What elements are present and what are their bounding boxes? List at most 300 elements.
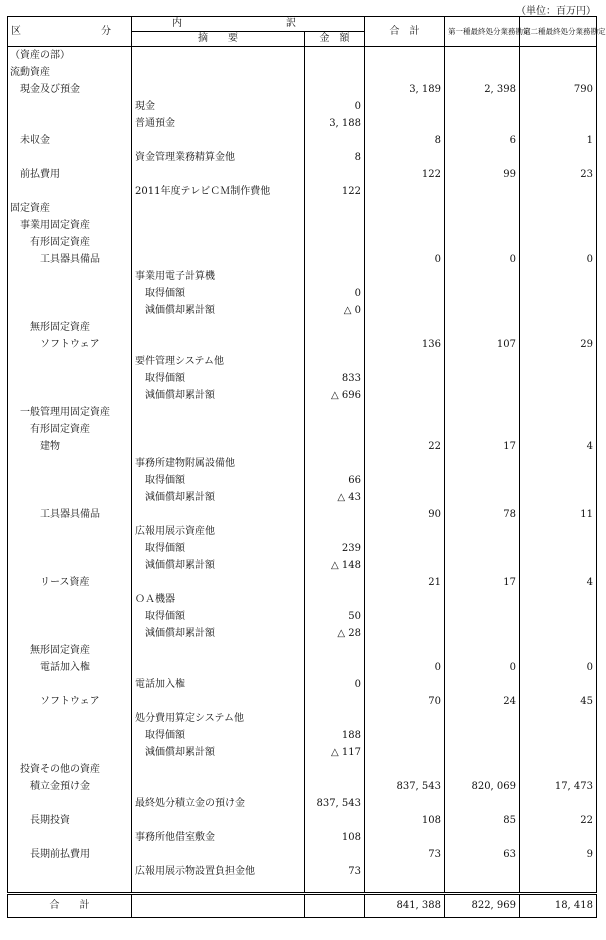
row-kingaku [305,438,365,455]
table-row [8,591,597,608]
table-row [8,846,597,863]
row-total [365,183,445,200]
row-acct1 [445,489,520,506]
row-total [365,404,445,421]
row-label: 投資その他の資産 [8,761,132,778]
row-total [365,200,445,217]
row-total [365,744,445,761]
row-kingaku: 833 [305,370,365,387]
row-acct1 [445,302,520,319]
row-acct2 [520,268,597,285]
row-acct1 [445,676,520,693]
row-total: 122 [365,166,445,183]
row-label [8,608,132,625]
table-row [8,812,597,829]
row-tekiyo: 取得価額 [132,540,305,557]
row-acct2 [520,472,597,489]
row-acct1: 85 [445,812,520,829]
row-acct1 [445,183,520,200]
row-tekiyo [132,166,305,183]
row-kingaku [305,132,365,149]
row-acct1 [445,200,520,217]
row-acct1 [445,319,520,336]
row-kingaku [305,778,365,795]
row-total: 22 [365,438,445,455]
table-row [8,302,597,319]
row-label: 長期投資 [8,812,132,829]
row-acct1 [445,540,520,557]
row-acct1: 6 [445,132,520,149]
row-kingaku: △ 28 [305,625,365,642]
row-label [8,795,132,812]
row-acct2: 0 [520,659,597,676]
row-kingaku: 0 [305,98,365,115]
row-tekiyo [132,251,305,268]
row-kingaku: 66 [305,472,365,489]
table-row [8,642,597,659]
row-total: 136 [365,336,445,353]
row-kingaku [305,64,365,81]
row-acct1 [445,523,520,540]
row-kingaku [305,268,365,285]
row-acct1 [445,217,520,234]
row-acct2 [520,795,597,812]
row-tekiyo: 処分費用算定システム他 [132,710,305,727]
table-row [8,421,597,438]
table-row [8,149,597,166]
row-tekiyo: 取得価額 [132,370,305,387]
row-tekiyo [132,217,305,234]
row-tekiyo: 減価償却累計額 [132,744,305,761]
row-tekiyo: 減価償却累計額 [132,489,305,506]
row-label: 一般管理用固定資産 [8,404,132,421]
row-acct2 [520,149,597,166]
table-row [8,285,597,302]
row-label [8,591,132,608]
row-kingaku: 837, 543 [305,795,365,812]
row-acct1 [445,115,520,132]
row-total [365,557,445,574]
row-acct2: 45 [520,693,597,710]
row-tekiyo [132,778,305,795]
row-label: 建物 [8,438,132,455]
row-total [365,489,445,506]
row-tekiyo [132,642,305,659]
row-acct2 [520,183,597,200]
row-label [8,676,132,693]
table-row [8,81,597,98]
row-kingaku: 8 [305,149,365,166]
row-acct2 [520,761,597,778]
row-acct2 [520,98,597,115]
table-row [8,795,597,812]
row-acct2 [520,727,597,744]
row-acct2 [520,115,597,132]
row-label [8,115,132,132]
row-kingaku: 188 [305,727,365,744]
row-total [365,64,445,81]
row-total: 3, 189 [365,81,445,98]
row-total [365,47,445,65]
row-kingaku: △ 696 [305,387,365,404]
row-total [365,387,445,404]
row-tekiyo: ＯＡ機器 [132,591,305,608]
table-row [8,47,597,65]
row-kingaku [305,693,365,710]
row-acct1 [445,370,520,387]
sum-acct1: 822, 969 [445,894,520,918]
row-kingaku [305,251,365,268]
row-total [365,472,445,489]
table-row [8,506,597,523]
table-row [8,778,597,795]
row-acct1: 78 [445,506,520,523]
row-label [8,353,132,370]
row-label [8,727,132,744]
table-row [8,727,597,744]
row-acct1 [445,591,520,608]
row-acct1 [445,98,520,115]
row-acct2: 1 [520,132,597,149]
row-total [365,319,445,336]
row-total: 90 [365,506,445,523]
row-acct2 [520,744,597,761]
table-row [8,183,597,200]
row-label [8,98,132,115]
row-acct1 [445,625,520,642]
row-total [365,353,445,370]
table-row [8,319,597,336]
row-tekiyo [132,761,305,778]
row-label [8,455,132,472]
sum-total: 841, 388 [365,894,445,918]
table-row [8,336,597,353]
row-total [365,234,445,251]
row-label: リース資産 [8,574,132,591]
row-kingaku: △ 148 [305,557,365,574]
row-acct1 [445,795,520,812]
row-label: 現金及び預金 [8,81,132,98]
row-kingaku [305,710,365,727]
table-row [8,608,597,625]
row-acct1: 99 [445,166,520,183]
row-acct2: 29 [520,336,597,353]
row-kingaku: △ 117 [305,744,365,761]
row-kingaku [305,47,365,65]
row-tekiyo [132,438,305,455]
row-acct2 [520,489,597,506]
row-label: 有形固定資産 [8,234,132,251]
row-total [365,115,445,132]
row-label [8,285,132,302]
table-row [8,557,597,574]
table-row [8,523,597,540]
row-label [8,268,132,285]
row-total: 0 [365,659,445,676]
table-row [8,234,597,251]
row-tekiyo: 事務所建物附属設備他 [132,455,305,472]
row-total [365,795,445,812]
row-kingaku [305,166,365,183]
row-acct1: 2, 398 [445,81,520,98]
row-kingaku: 0 [305,676,365,693]
row-tekiyo: 広報用展示資産他 [132,523,305,540]
row-acct1 [445,863,520,880]
row-acct2: 22 [520,812,597,829]
row-label [8,710,132,727]
header-tekiyo: 摘 要 [132,32,305,47]
row-label [8,744,132,761]
row-tekiyo: 資金管理業務精算金他 [132,149,305,166]
table-row [8,370,597,387]
row-acct1 [445,64,520,81]
header-kingaku: 金 額 [305,32,365,47]
table-row [8,115,597,132]
row-acct2 [520,676,597,693]
row-kingaku [305,336,365,353]
row-acct2 [520,455,597,472]
row-kingaku: 0 [305,285,365,302]
balance-sheet-table [7,16,606,918]
row-tekiyo [132,336,305,353]
row-acct1 [445,149,520,166]
row-acct2 [520,608,597,625]
row-total [365,540,445,557]
row-label: 積立金預け金 [8,778,132,795]
row-tekiyo: 減価償却累計額 [132,302,305,319]
row-tekiyo: 広報用展示物設置負担金他 [132,863,305,880]
row-acct2 [520,319,597,336]
sum-acct2: 18, 418 [520,894,597,918]
row-total: 8 [365,132,445,149]
row-kingaku: 122 [305,183,365,200]
row-acct2 [520,200,597,217]
table-row [8,251,597,268]
row-acct2 [520,540,597,557]
row-acct1 [445,829,520,846]
row-kingaku [305,574,365,591]
header-row-1 [8,17,597,32]
row-acct1 [445,268,520,285]
row-kingaku [305,455,365,472]
row-acct1 [445,744,520,761]
row-label: ソフトウェア [8,693,132,710]
row-total [365,455,445,472]
row-tekiyo: 取得価額 [132,608,305,625]
row-acct1 [445,557,520,574]
row-acct1 [445,761,520,778]
row-label [8,489,132,506]
row-total [365,421,445,438]
table-row [8,200,597,217]
table-row [8,659,597,676]
row-total [365,523,445,540]
row-acct2: 790 [520,81,597,98]
row-tekiyo: 取得価額 [132,472,305,489]
row-label: 無形固定資産 [8,319,132,336]
row-total [365,285,445,302]
row-total [365,302,445,319]
sum-label: 合 計 [8,894,132,918]
table-row [8,676,597,693]
row-label [8,557,132,574]
row-acct2 [520,404,597,421]
row-kingaku [305,812,365,829]
row-label: 長期前払費用 [8,846,132,863]
row-acct2 [520,710,597,727]
row-tekiyo: 現金 [132,98,305,115]
row-tekiyo [132,132,305,149]
row-acct1: 820, 069 [445,778,520,795]
row-tekiyo: 取得価額 [132,285,305,302]
row-kingaku [305,506,365,523]
row-tekiyo: 減価償却累計額 [132,625,305,642]
row-acct2 [520,523,597,540]
row-kingaku [305,200,365,217]
table-row [8,863,597,880]
row-label [8,387,132,404]
row-acct1 [445,353,520,370]
row-acct2 [520,863,597,880]
row-tekiyo [132,506,305,523]
row-acct2: 17, 473 [520,778,597,795]
row-acct1 [445,727,520,744]
row-label: 流動資産 [8,64,132,81]
row-kingaku [305,591,365,608]
table-row [8,693,597,710]
row-acct1: 17 [445,438,520,455]
row-tekiyo [132,574,305,591]
row-acct1 [445,234,520,251]
row-acct1 [445,404,520,421]
table-row [8,455,597,472]
row-tekiyo [132,234,305,251]
row-label [8,523,132,540]
sum-row [8,894,597,918]
row-label: 固定資産 [8,200,132,217]
row-label [8,863,132,880]
row-kingaku: 50 [305,608,365,625]
row-total: 108 [365,812,445,829]
row-tekiyo [132,47,305,65]
table-row [8,540,597,557]
row-tekiyo [132,200,305,217]
row-acct2 [520,829,597,846]
row-acct1 [445,608,520,625]
row-total: 21 [365,574,445,591]
row-total: 73 [365,846,445,863]
row-tekiyo: 普通預金 [132,115,305,132]
row-tekiyo: 減価償却累計額 [132,557,305,574]
row-tekiyo: 事業用電子計算機 [132,268,305,285]
header-acct2: 第二種最終処分業務勘定 [520,17,597,47]
row-total [365,676,445,693]
table-row [8,489,597,506]
table-row [8,132,597,149]
row-kingaku [305,523,365,540]
row-tekiyo: 取得価額 [132,727,305,744]
row-acct1 [445,710,520,727]
row-acct1 [445,472,520,489]
row-acct1: 107 [445,336,520,353]
row-kingaku [305,421,365,438]
header-kubun: 区 分 [8,17,132,47]
row-acct1 [445,455,520,472]
row-tekiyo: 減価償却累計額 [132,387,305,404]
row-tekiyo [132,812,305,829]
row-acct2: 4 [520,438,597,455]
row-tekiyo: 事務所他借室敷金 [132,829,305,846]
row-tekiyo: 電話加入権 [132,676,305,693]
row-total [365,727,445,744]
row-total [365,591,445,608]
table-row [8,438,597,455]
row-total [365,370,445,387]
row-label [8,540,132,557]
table-row [8,387,597,404]
row-acct2 [520,234,597,251]
row-total [365,710,445,727]
row-kingaku: △ 43 [305,489,365,506]
row-label: 工具器具備品 [8,251,132,268]
row-acct1 [445,642,520,659]
row-acct2 [520,370,597,387]
row-acct2: 9 [520,846,597,863]
row-kingaku: 239 [305,540,365,557]
row-kingaku [305,846,365,863]
row-acct2 [520,625,597,642]
row-label: 工具器具備品 [8,506,132,523]
row-acct2: 0 [520,251,597,268]
row-acct2 [520,642,597,659]
row-total [365,761,445,778]
row-acct1: 24 [445,693,520,710]
row-total [365,642,445,659]
row-acct2 [520,302,597,319]
row-acct2 [520,421,597,438]
row-label: 電話加入権 [8,659,132,676]
table-row [8,761,597,778]
row-tekiyo: 2011年度テレビＣＭ制作費他 [132,183,305,200]
row-kingaku: 108 [305,829,365,846]
header-total: 合 計 [365,17,445,47]
row-kingaku [305,404,365,421]
table-row [8,64,597,81]
row-acct2: 11 [520,506,597,523]
row-total [365,863,445,880]
row-kingaku [305,81,365,98]
row-acct1 [445,47,520,65]
row-acct1: 0 [445,659,520,676]
row-label [8,183,132,200]
row-total: 837, 543 [365,778,445,795]
row-kingaku [305,659,365,676]
row-acct2 [520,64,597,81]
row-tekiyo [132,659,305,676]
table-row [8,710,597,727]
row-tekiyo [132,846,305,863]
row-tekiyo [132,81,305,98]
row-acct2 [520,47,597,65]
table-row [8,625,597,642]
table-row [8,166,597,183]
row-tekiyo: 最終処分積立金の預け金 [132,795,305,812]
row-acct1 [445,387,520,404]
header-acct1: 第一種最終処分業務勘定 [445,17,520,47]
row-acct1 [445,285,520,302]
row-total [365,625,445,642]
row-kingaku [305,761,365,778]
